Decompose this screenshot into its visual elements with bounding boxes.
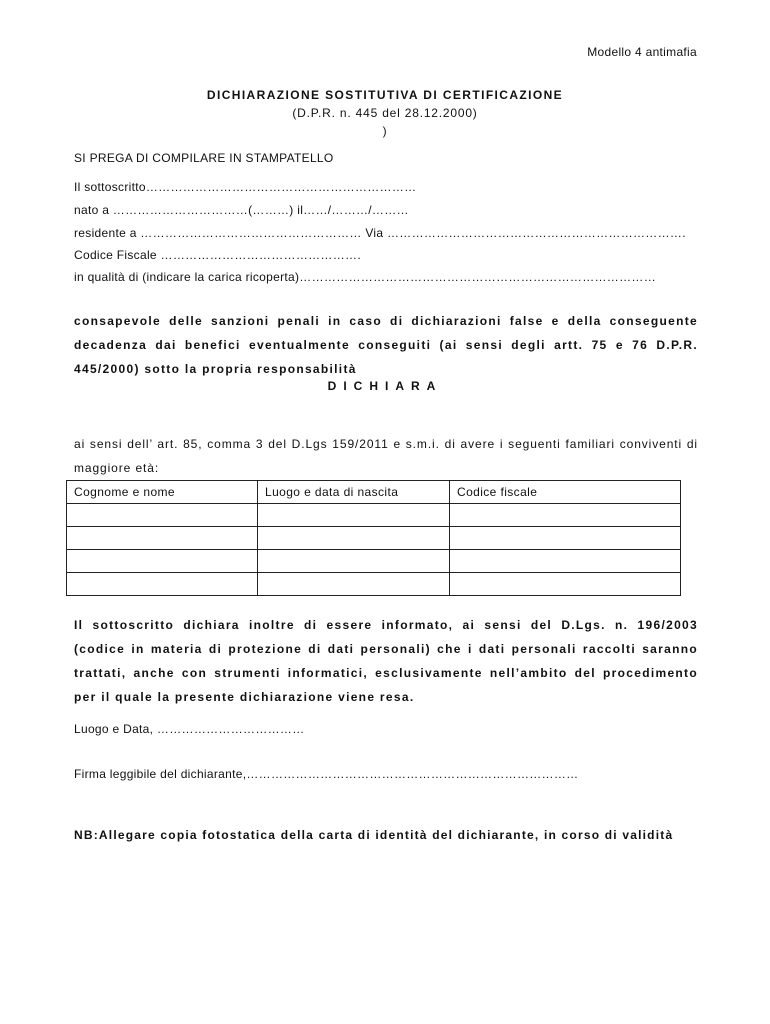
field-residente[interactable]: residente a ……………………………………………… Via ………………………………………………………………. [74, 226, 686, 240]
table-cell[interactable] [258, 504, 450, 527]
family-table [66, 480, 681, 596]
table-cell[interactable] [450, 550, 681, 573]
field-qualita[interactable]: in qualità di (indicare la carica ricoperta)…………………………………………………………………………… [74, 270, 656, 284]
table-row [67, 550, 681, 573]
table-row [67, 504, 681, 527]
table-cell[interactable] [450, 504, 681, 527]
table-cell[interactable] [67, 573, 258, 596]
header-luogo-data-nascita: Luogo e data di nascita [258, 481, 450, 504]
table-cell[interactable] [258, 573, 450, 596]
model-label: Modello 4 antimafia [587, 45, 697, 59]
table-cell[interactable] [450, 527, 681, 550]
consapevole-paragraph: consapevole delle sanzioni penali in caso di dichiarazioni false e della conseguente decadenza dai benefici eventualmente conseguiti (ai sensi degli artt. 75 e 76 D.P.R. 445/2000) sotto la propria responsabilità [74, 314, 698, 376]
field-nato[interactable]: nato a ……………………………(………) il……/………/……… [74, 203, 409, 217]
field-luogo-data[interactable]: Luogo e Data, ……………………………… [74, 722, 305, 736]
dichiara-heading: DICHIARA [327, 379, 443, 393]
table-cell[interactable] [258, 527, 450, 550]
table-cell[interactable] [258, 550, 450, 573]
table-cell[interactable] [67, 550, 258, 573]
document-subtitle: (D.P.R. n. 445 del 28.12.2000) [292, 106, 478, 120]
header-cognome-nome: Cognome e nome [67, 481, 258, 504]
field-firma[interactable]: Firma leggibile del dichiarante,……………………………………………………………………… [74, 767, 579, 781]
table-cell[interactable] [450, 573, 681, 596]
table-header-row [67, 481, 681, 504]
table-cell[interactable] [67, 504, 258, 527]
table-row [67, 527, 681, 550]
document-title: DICHIARAZIONE SOSTITUTIVA DI CERTIFICAZIONE [206, 88, 564, 102]
nb-note: NB:Allegare copia fotostatica della carta di identità del dichiarante, in corso di validità [74, 828, 674, 842]
field-codice-fiscale[interactable]: Codice Fiscale …………………………………………. [74, 248, 361, 262]
header-codice-fiscale: Codice fiscale [450, 481, 681, 504]
table-row [67, 573, 681, 596]
field-sottoscritto[interactable]: Il sottoscritto………………………………………………………… [74, 180, 417, 194]
intro-paragraph: ai sensi dell’ art. 85, comma 3 del D.Lgs 159/2011 e s.m.i. di avere i seguenti familiari conviventi di maggiore età: [74, 437, 698, 475]
subtitle-closing-paren: ) [382, 124, 388, 138]
table-cell[interactable] [67, 527, 258, 550]
privacy-paragraph: Il sottoscritto dichiara inoltre di essere informato, ai sensi del D.Lgs. n. 196/2003 (codice in materia di protezione di dati personali) che i dati personali raccolti saranno trattati, anche con strumenti informatici, esclusivamente nell’ambito del procedimento per il quale la presente dichiarazione viene resa. [74, 618, 698, 704]
instruction-text: SI PREGA DI COMPILARE IN STAMPATELLO [74, 151, 334, 165]
